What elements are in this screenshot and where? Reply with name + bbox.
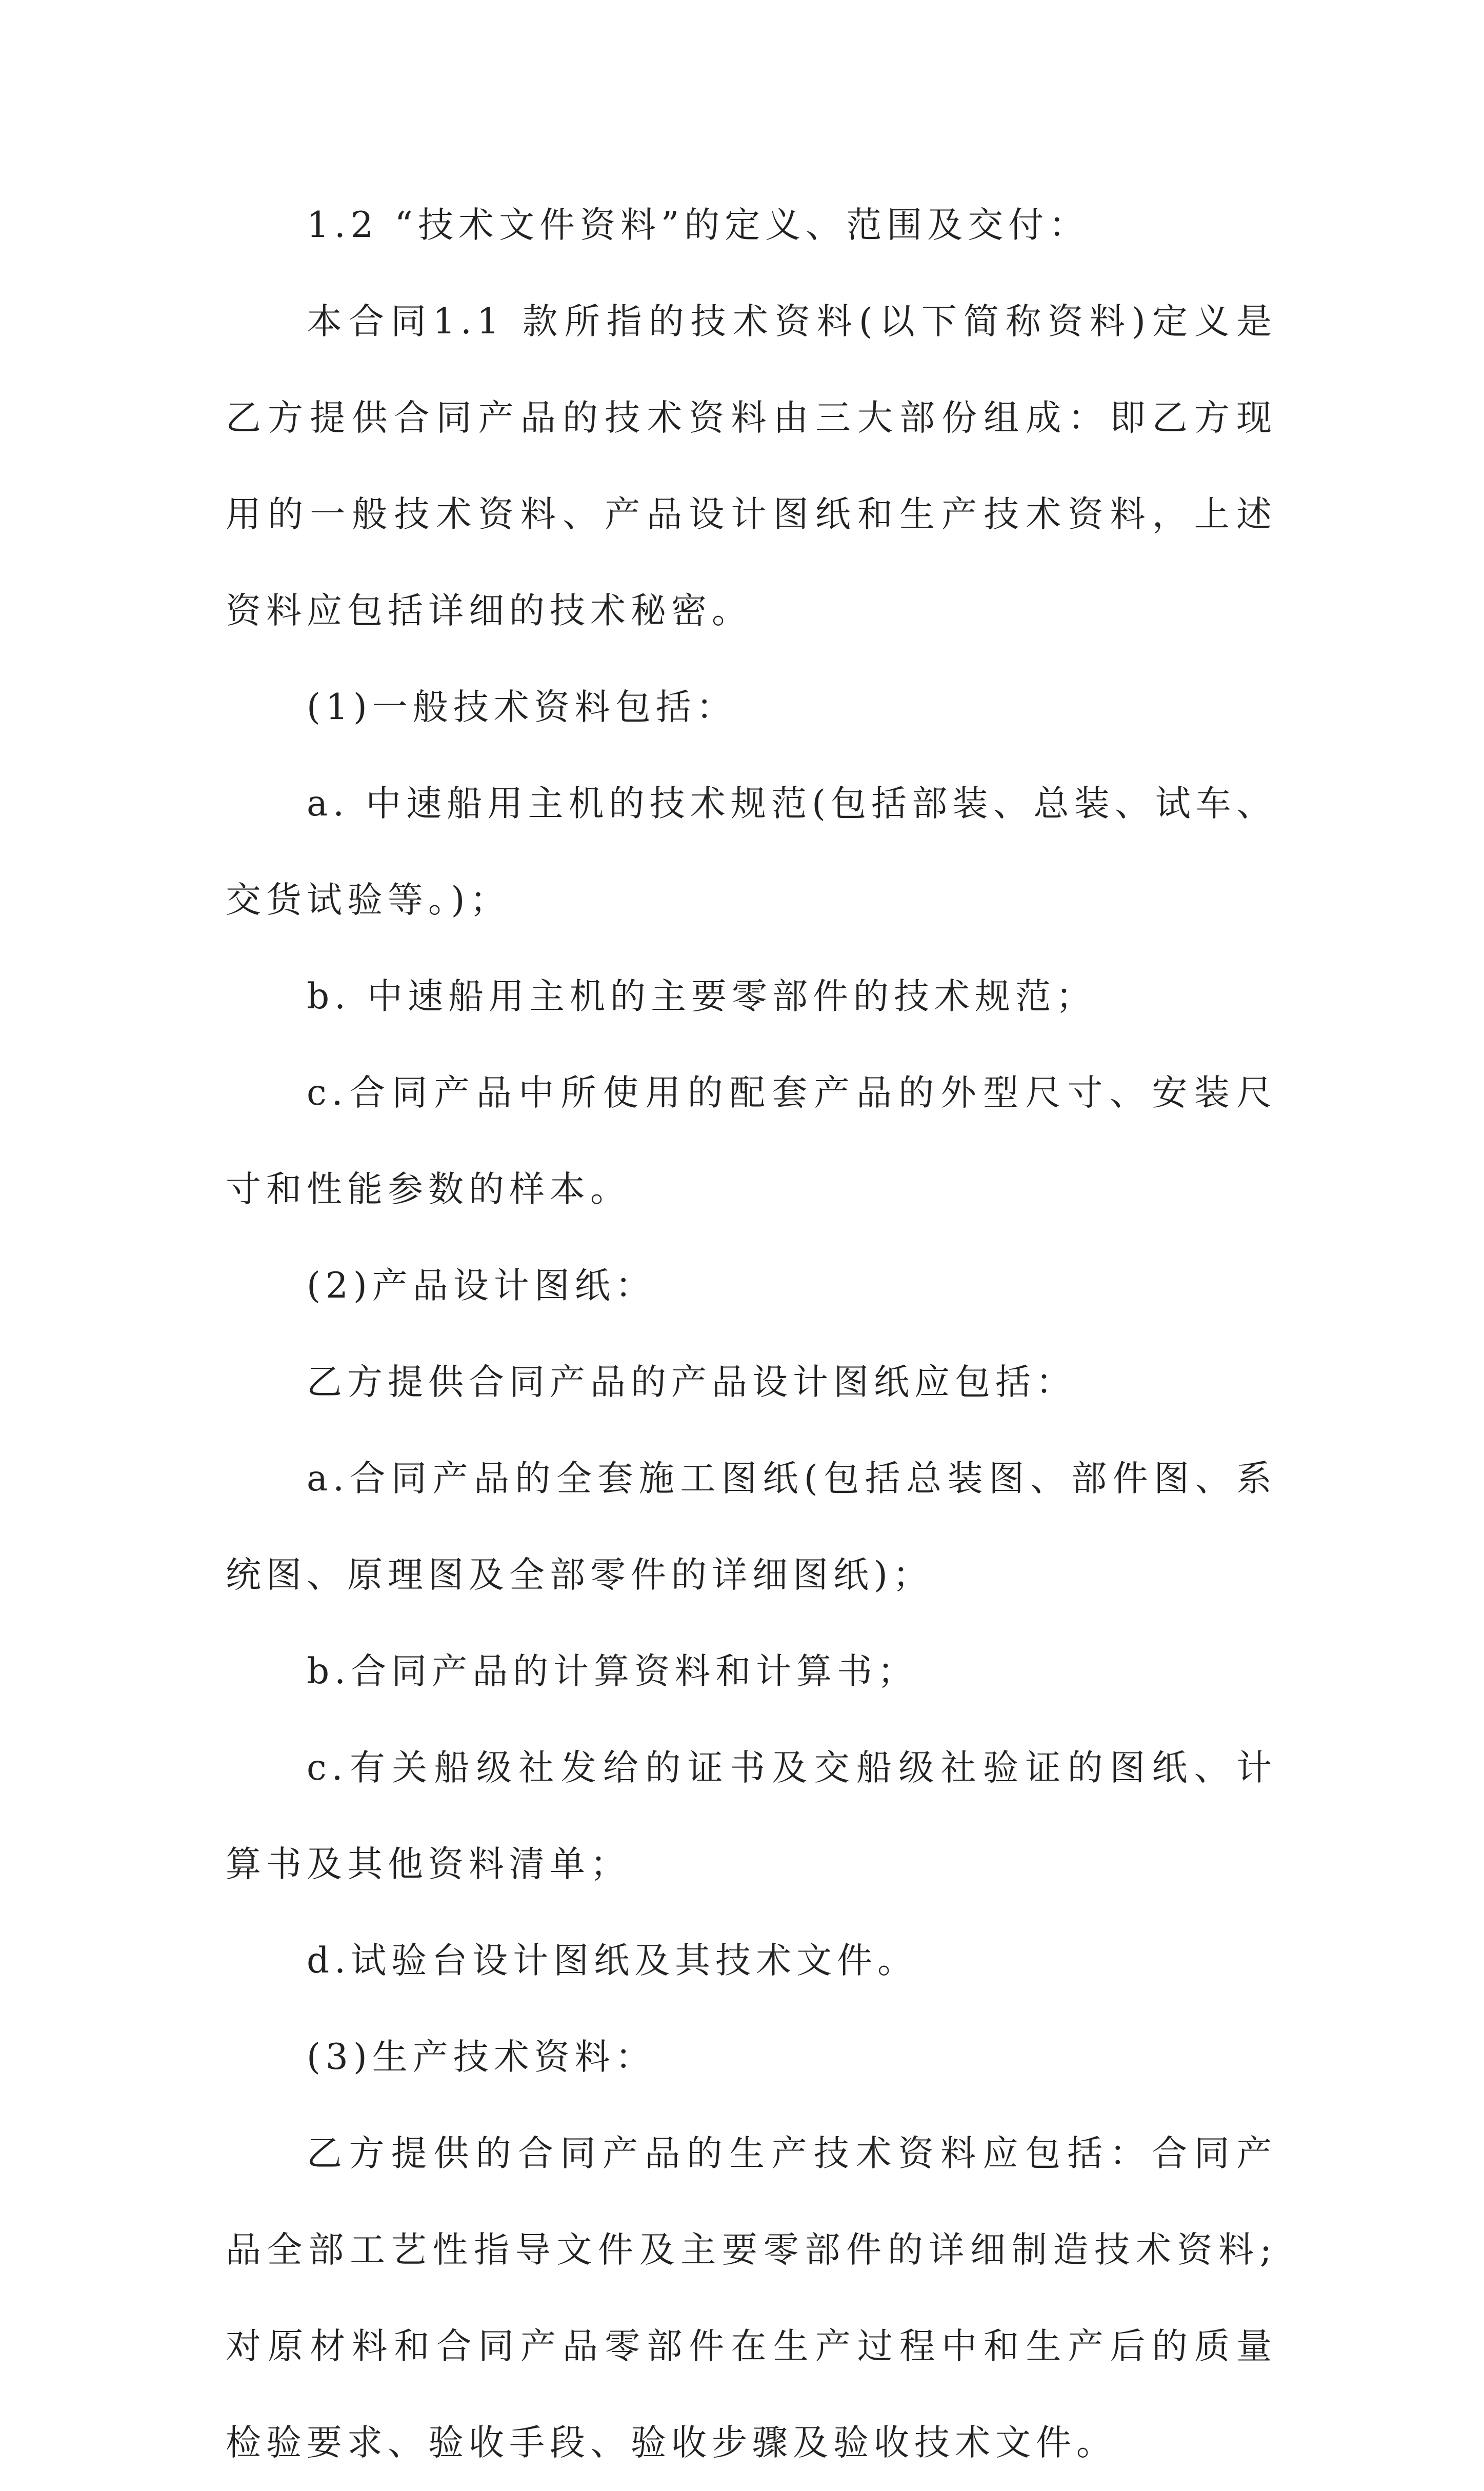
- subsection-heading-general: (1)一般技术资料包括：: [307, 687, 737, 728]
- subsection-heading-production: (3)生产技术资料：: [307, 2037, 656, 2078]
- section-heading-1-2: 1.2 “技术文件资料”的定义、范围及交付：: [307, 205, 1090, 246]
- list-item-drawings-d: d.试验台设计图纸及其技术文件。: [307, 1940, 918, 1981]
- production-paragraph: 乙方提供的合同产品的生产技术资料应包括：合同产品全部工艺性指导文件及主要零部件的详细制造技术资料;对原材料和合同产品零部件在生产过程中和生产后的质量检验要求、验收手段、验收步骤及验收技术文件。: [226, 2133, 1277, 2463]
- list-item-drawings-b: b.合同产品的计算资料和计算书；: [307, 1651, 918, 1692]
- list-item-drawings-c: c.有关船级社发给的证书及交船级社验证的图纸、计算书及其他资料清单；: [226, 1747, 1277, 1885]
- definition-paragraph: 本合同1.1 款所指的技术资料(以下简称资料)定义是乙方提供合同产品的技术资料由三大部份组成：即乙方现用的一般技术资料、产品设计图纸和生产技术资料，上述资料应包括详细的技术秘密。: [226, 301, 1277, 631]
- subsection-heading-drawings: (2)产品设计图纸：: [307, 1265, 656, 1306]
- list-item-general-c: c.合同产品中所使用的配套产品的外型尺寸、安装尺寸和性能参数的样本。: [226, 1072, 1277, 1210]
- list-item-general-a: a. 中速船用主机的技术规范(包括部装、总装、试车、交货试验等。)；: [226, 783, 1277, 921]
- list-item-general-b: b. 中速船用主机的主要零部件的技术规范；: [307, 976, 1097, 1017]
- list-item-drawings-a: a.合同产品的全套施工图纸(包括总装图、部件图、系统图、原理图及全部零件的详细图纸)；: [226, 1458, 1277, 1596]
- document-body: [226, 177, 1277, 2491]
- drawings-intro: 乙方提供合同产品的产品设计图纸应包括：: [307, 1362, 1076, 1403]
